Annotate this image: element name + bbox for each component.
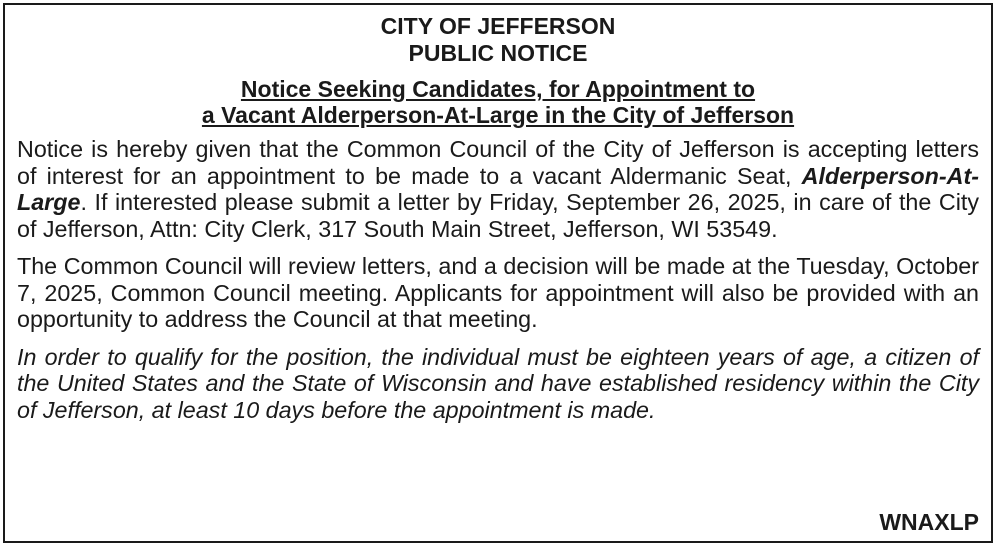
vacant-seat-name: Alderperson-At-Large <box>17 162 979 215</box>
notice-city-title: CITY OF JEFFERSON <box>380 13 616 39</box>
paragraph-1-intro: Notice is hereby given that the Common Council of the City of Jefferson is accepting letters of interest for an appointment to be made to a vacant Aldermanic Seat, <box>17 136 979 189</box>
notice-heading <box>17 76 979 128</box>
notice-heading-line-2: a Vacant Alderperson-At-Large in the City of Jefferson <box>201 102 795 128</box>
paragraph-1-rest: . If interested please submit a letter by Friday, September 26, 2025, in care of the City of Jefferson, Attn: City Clerk, 317 South Main Street, Jefferson, WI 53549. <box>17 189 979 242</box>
notice-type-title: PUBLIC NOTICE <box>408 40 588 66</box>
public-notice <box>3 3 993 543</box>
notice-heading-line-1: Notice Seeking Candidates, for Appointment to <box>240 76 756 102</box>
notice-code: WNAXLP <box>879 509 979 535</box>
paragraph-qualifications: In order to qualify for the position, the individual must be eighteen years of age, a citizen of the United States and the State of Wisconsin and have established residency within the City of Jefferson, at least 10 days before the appointment is made. <box>17 343 979 423</box>
paragraph-council-review: The Common Council will review letters, and a decision will be made at the Tuesday, October 7, 2025, Common Council meeting. Applicants for appointment will also be provided with an opportunity to address the Council at that meeting. <box>17 253 979 332</box>
paragraph-letters-of-interest <box>17 136 979 242</box>
